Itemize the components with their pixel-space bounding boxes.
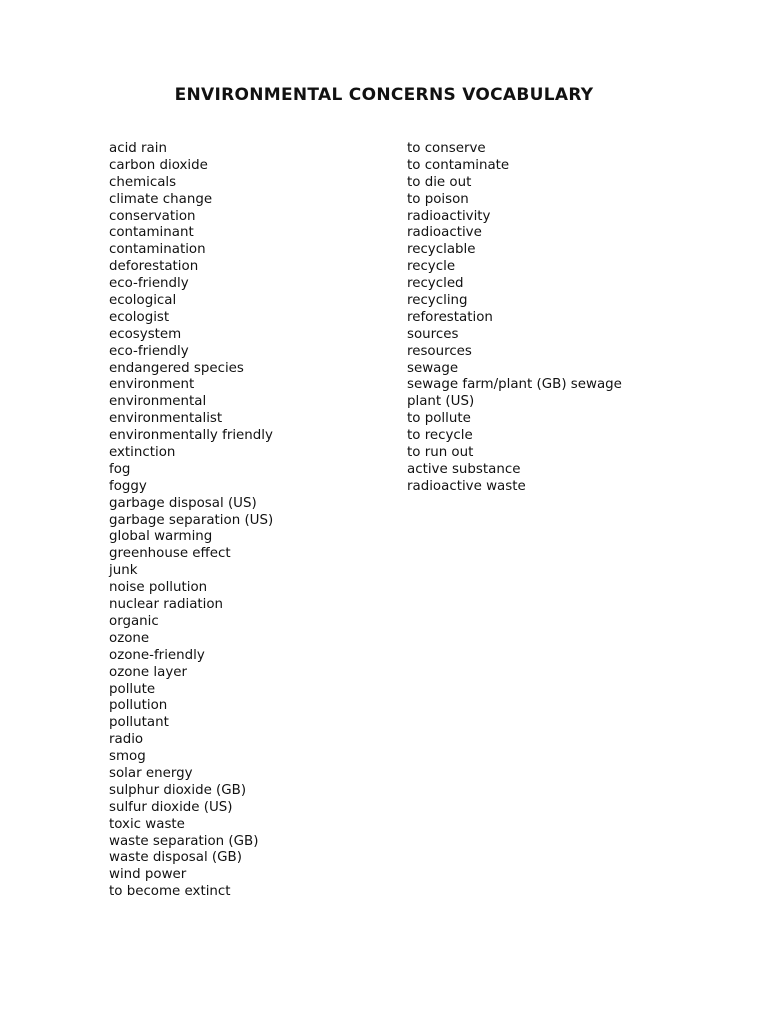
vocabulary-item: active substance [407, 461, 521, 477]
vocabulary-list-right [407, 141, 727, 496]
vocabulary-item: recycle [407, 259, 456, 275]
vocabulary-item: junk [109, 563, 138, 579]
vocabulary-item: ozone layer [109, 664, 187, 680]
vocabulary-item: sulphur dioxide (GB) [109, 782, 247, 798]
vocabulary-item: organic [109, 613, 159, 629]
vocabulary-item: climate change [109, 191, 213, 207]
vocabulary-item: environment [109, 377, 195, 393]
vocabulary-item: fog [109, 461, 131, 477]
vocabulary-item: ecologist [109, 309, 170, 325]
vocabulary-item: pollute [109, 681, 156, 697]
vocabulary-item: chemicals [109, 174, 177, 190]
vocabulary-item: waste disposal (GB) [109, 850, 242, 866]
vocabulary-item: conservation [109, 208, 196, 224]
vocabulary-item: recyclable [407, 242, 476, 258]
vocabulary-item: smog [109, 749, 146, 765]
vocabulary-item: eco-friendly [109, 276, 189, 292]
vocabulary-item: reforestation [407, 309, 493, 325]
vocabulary-item: greenhouse effect [109, 546, 231, 562]
vocabulary-item: acid rain [109, 141, 167, 156]
vocabulary-item: ozone [109, 630, 150, 646]
vocabulary-item: radio [109, 732, 144, 748]
vocabulary-item: environmental [109, 394, 207, 410]
vocabulary-item: eco-friendly [109, 343, 189, 359]
vocabulary-item: radioactivity [407, 208, 491, 224]
vocabulary-item: sewage farm/plant (GB) sewage [407, 377, 622, 393]
vocabulary-item: to recycle [407, 428, 473, 444]
vocabulary-item: sewage [407, 360, 459, 376]
vocabulary-item: to die out [407, 174, 472, 190]
vocabulary-item: wind power [109, 867, 187, 883]
vocabulary-item: radioactive waste [407, 478, 526, 494]
vocabulary-item: to poison [407, 191, 469, 207]
vocabulary-item: toxic waste [109, 816, 185, 832]
vocabulary-item: solar energy [109, 765, 193, 781]
vocabulary-item: noise pollution [109, 580, 208, 596]
vocabulary-item: to run out [407, 445, 474, 461]
vocabulary-item: recycling [407, 293, 468, 309]
vocabulary-item: contamination [109, 242, 206, 258]
vocabulary-item: to become extinct [109, 884, 231, 900]
vocabulary-item: sulfur dioxide (US) [109, 799, 233, 815]
vocabulary-item: plant (US) [407, 394, 475, 410]
vocabulary-item: recycled [407, 276, 464, 292]
vocabulary-item: garbage disposal (US) [109, 495, 257, 511]
vocabulary-item: foggy [109, 478, 147, 494]
vocabulary-item: to conserve [407, 141, 486, 156]
vocabulary-item: extinction [109, 445, 176, 461]
vocabulary-item: to contaminate [407, 157, 510, 173]
vocabulary-list-left [109, 141, 379, 901]
vocabulary-item: sources [407, 326, 459, 342]
vocabulary-item: nuclear radiation [109, 597, 224, 613]
page-title: ENVIRONMENTAL CONCERNS VOCABULARY [174, 85, 594, 105]
vocabulary-item: ecosystem [109, 326, 182, 342]
vocabulary-item: deforestation [109, 259, 199, 275]
vocabulary-item: garbage separation (US) [109, 512, 274, 528]
vocabulary-item: carbon dioxide [109, 157, 208, 173]
vocabulary-item: environmentalist [109, 411, 223, 427]
vocabulary-item: pollution [109, 698, 168, 714]
vocabulary-item: ozone-friendly [109, 647, 205, 663]
vocabulary-item: radioactive [407, 225, 482, 241]
vocabulary-item: ecological [109, 293, 177, 309]
vocabulary-item: waste separation (GB) [109, 833, 259, 849]
vocabulary-item: resources [407, 343, 472, 359]
vocabulary-item: endangered species [109, 360, 244, 376]
vocabulary-item: environmentally friendly [109, 428, 273, 444]
vocabulary-item: global warming [109, 529, 213, 545]
vocabulary-item: contaminant [109, 225, 194, 241]
vocabulary-item: to pollute [407, 411, 471, 427]
vocabulary-item: pollutant [109, 715, 169, 731]
